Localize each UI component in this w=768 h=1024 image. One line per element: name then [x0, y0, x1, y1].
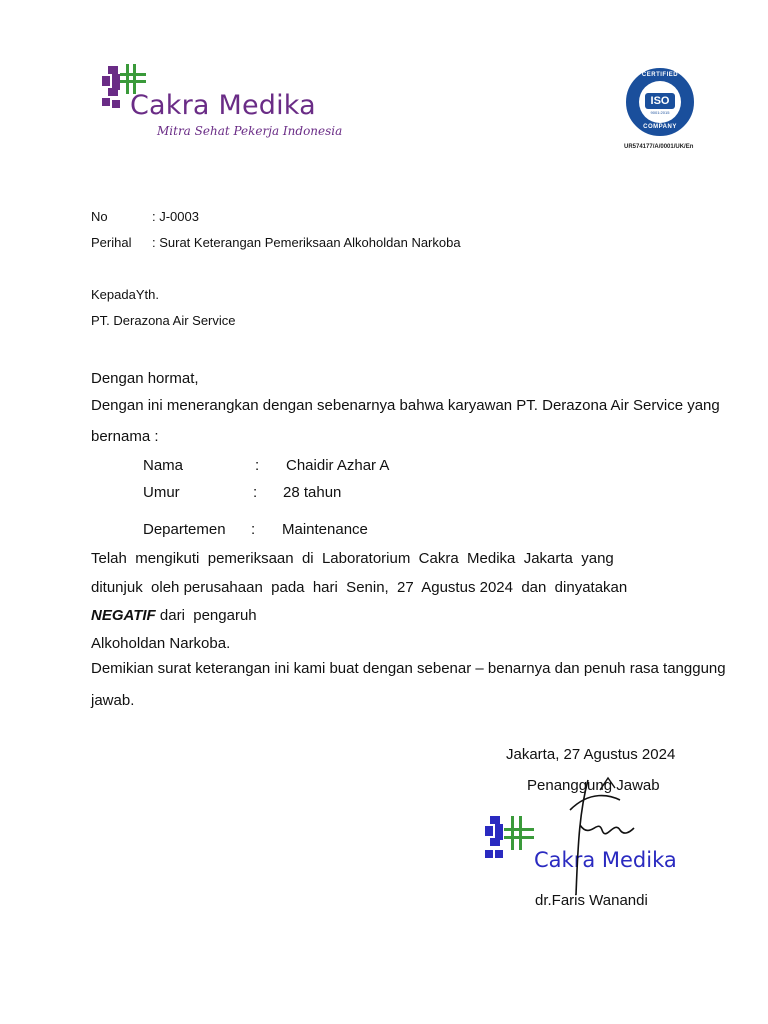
no-label: No — [91, 209, 108, 224]
negatif-result: NEGATIF — [91, 607, 156, 624]
closing-line-1: Demikian surat keterangan ini kami buat dengan sebenar – benarnya dan penuh rasa tanggung — [91, 660, 726, 677]
recipient-line-2: PT. Derazona Air Service — [91, 313, 236, 328]
handwritten-signature-icon — [560, 770, 640, 900]
company-logo — [100, 60, 343, 150]
signer-role: Penanggung Jawab — [527, 777, 660, 794]
stamp-name: Cakra Medika — [534, 848, 677, 872]
perihal-label: Perihal — [91, 235, 132, 250]
iso-badge-label: ISO — [645, 93, 675, 109]
field-department-label: Departemen — [143, 521, 226, 538]
paragraph-line-1: Telah mengikuti pemeriksaan di Laboratorium Cakra Medika Jakarta yang — [91, 550, 614, 567]
field-name-value: Chaidir Azhar A — [286, 457, 390, 474]
iso-standard: 9001:2015 — [650, 110, 670, 115]
logo-name: Cakra Medika — [130, 90, 316, 121]
recipient-line-1: KepadaYth. — [91, 287, 159, 302]
field-age-value: 28 tahun — [283, 484, 342, 501]
place-date: Jakarta, 27 Agustus 2024 — [506, 746, 676, 763]
field-name-sep: : — [255, 457, 260, 474]
field-age-label: Umur — [143, 484, 180, 501]
field-department-value: Maintenance — [282, 521, 368, 538]
field-department-sep: : — [251, 521, 256, 538]
field-name-label: Nama — [143, 457, 184, 474]
intro-line-1: Dengan ini menerangkan dengan sebenarnya bahwa karyawan PT. Derazona Air Service yang — [91, 397, 720, 414]
iso-cert-code: UR574177/A/0001/UK/En — [624, 144, 694, 150]
logo-tagline: Mitra Sehat Pekerja Indonesia — [157, 124, 343, 138]
signer-name: dr.Faris Wanandi — [535, 892, 648, 909]
field-age-sep: : — [253, 484, 258, 501]
iso-ring-bottom: COMPANY — [643, 124, 677, 130]
intro-line-2: bernama : — [91, 428, 159, 445]
iso-ring-top: CERTIFIED — [641, 72, 679, 78]
paragraph-line-4: Alkoholdan Narkoba. — [91, 635, 231, 652]
no-value: : J-0003 — [152, 209, 199, 224]
paragraph-line-3 — [91, 607, 257, 624]
greeting: Dengan hormat, — [91, 370, 199, 387]
closing-line-2: jawab. — [91, 692, 135, 709]
paragraph-line-3-rest: dari pengaruh — [155, 607, 257, 624]
perihal-value: : Surat Keterangan Pemeriksaan Alkoholdan Narkoba — [152, 235, 461, 250]
iso-certification-badge — [626, 68, 696, 152]
paragraph-line-2: ditunjuk oleh perusahaan pada hari Senin, 27 Agustus 2024 dan dinyatakan — [91, 579, 628, 596]
iso-seal-icon — [626, 68, 694, 136]
